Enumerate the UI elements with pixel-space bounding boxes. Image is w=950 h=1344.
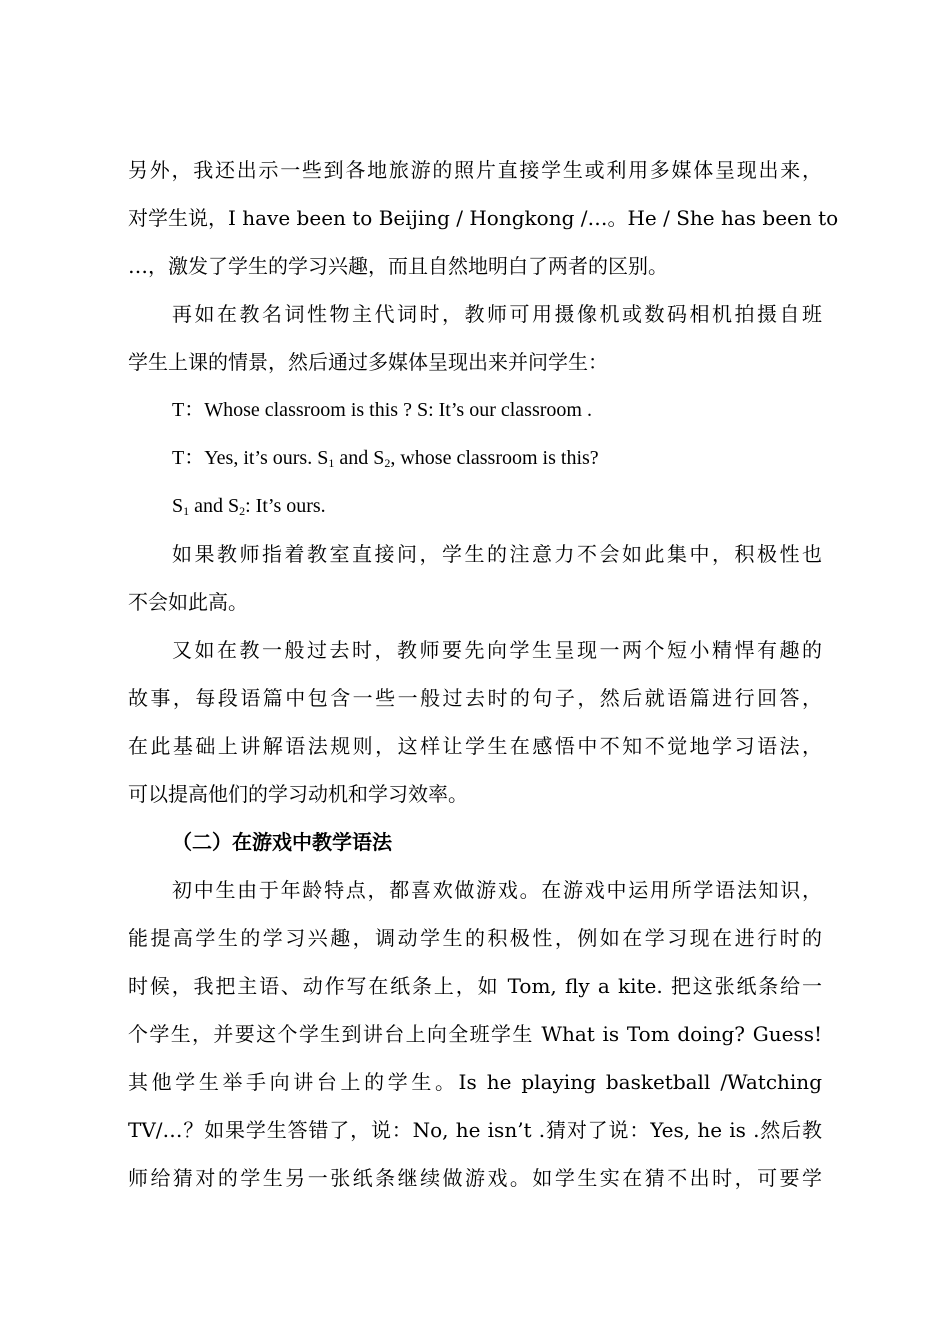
paragraph-4-line-1: 又如在教一般过去时，教师要先向学生呈现一两个短小精悍有趣的 [172,638,822,662]
dialogue-line-1: T：Whose classroom is this ? S: It’s our classroom . [172,399,592,421]
paragraph-5-line-6: TV/…？如果学生答错了，说：No, he isn’t .猜对了说：Yes, he is .然后教 [128,1118,822,1142]
section-heading: （二）在游戏中教学语法 [172,830,392,854]
paragraph-5-line-5: 其他学生举手向讲台上的学生。Is he playing basketball /Watching [128,1070,822,1094]
paragraph-5-line-2: 能提高学生的学习兴趣，调动学生的积极性，例如在学习现在进行时的 [128,926,822,950]
paragraph-5-line-3: 时候，我把主语、动作写在纸条上，如 Tom, fly a kite. 把这张纸条给一 [128,974,822,998]
paragraph-1-line-2: 对学生说，I have been to Beijing / Hongkong /…。He / She has been to [128,206,839,230]
paragraph-4-line-2: 故事，每段语篇中包含一些一般过去时的句子，然后就语篇进行回答， [128,686,822,710]
paragraph-3-line-1: 如果教师指着教室直接问，学生的注意力不会如此集中，积极性也 [172,542,822,566]
paragraph-4-line-4: 可以提高他们的学习动机和学习效率。 [128,782,468,806]
paragraph-5-line-7: 师给猜对的学生另一张纸条继续做游戏。如学生实在猜不出时，可要学 [128,1166,822,1190]
paragraph-1-line-3: …，激发了学生的学习兴趣，而且自然地明白了两者的区别。 [128,254,668,278]
paragraph-2-line-1: 再如在教名词性物主代词时，教师可用摄像机或数码相机拍摄自班 [172,302,822,326]
paragraph-2-line-2: 学生上课的情景，然后通过多媒体呈现出来并问学生： [128,350,608,374]
paragraph-4-line-3: 在此基础上讲解语法规则，这样让学生在感悟中不知不觉地学习语法， [128,734,822,758]
paragraph-3-line-2: 不会如此高。 [128,590,248,614]
paragraph-1-line-1: 另外，我还出示一些到各地旅游的照片直接学生或利用多媒体呈现出来， [128,158,822,182]
dialogue-line-2: T：Yes, it’s ours. $S_1$ and $S_2$, whose classroom is this? [172,447,599,470]
paragraph-5-line-4: 个学生，并要这个学生到讲台上向全班学生 What is Tom doing? Guess! [128,1022,822,1046]
paragraph-5-line-1: 初中生由于年龄特点，都喜欢做游戏。在游戏中运用所学语法知识， [172,878,822,902]
dialogue-line-3: $S_1$ and $S_2$: It’s ours. [172,495,326,518]
